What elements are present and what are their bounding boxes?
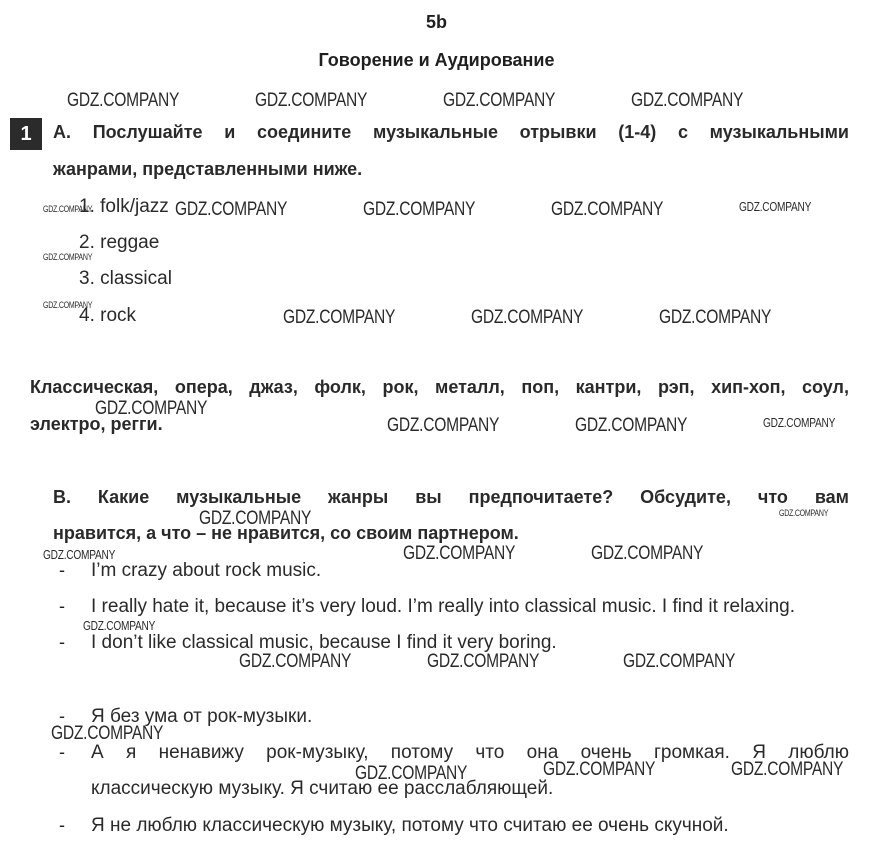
watermark: GDZ.COMPANY xyxy=(43,252,93,262)
task-b-instruction-line1: B. Какие музыкальные жанры вы предпочитаете? Обсудите, что вам xyxy=(53,487,849,507)
watermark: GDZ.COMPANY xyxy=(659,307,772,328)
watermark: GDZ.COMPANY xyxy=(443,90,556,111)
watermark: GDZ.COMPANY xyxy=(363,199,476,220)
watermark: GDZ.COMPANY xyxy=(543,759,656,780)
music-item-2: 2. reggae xyxy=(79,232,160,253)
watermark: GDZ.COMPANY xyxy=(427,651,540,672)
watermark: GDZ.COMPANY xyxy=(387,415,500,436)
watermark: GDZ.COMPANY xyxy=(83,618,156,633)
watermark: GDZ.COMPANY xyxy=(43,300,93,310)
watermark: GDZ.COMPANY xyxy=(591,543,704,564)
dialogue-en-2: I really hate it, because it’s very loud. I’m really into classical music. I find it relaxing. xyxy=(91,596,795,617)
watermark: GDZ.COMPANY xyxy=(175,199,288,220)
task-b-instruction-line2: нравится, а что – не нравится, со своим партнером. xyxy=(53,523,519,543)
watermark: GDZ.COMPANY xyxy=(95,398,208,419)
genres-list-line1: Классическая, опера, джаз, фолк, рок, металл, поп, кантри, рэп, хип-хоп, соул, xyxy=(30,377,849,397)
dash-marker: - xyxy=(59,596,65,616)
watermark: GDZ.COMPANY xyxy=(763,415,836,430)
watermark: GDZ.COMPANY xyxy=(239,651,352,672)
watermark: GDZ.COMPANY xyxy=(43,204,93,214)
watermark: GDZ.COMPANY xyxy=(575,415,688,436)
watermark: GDZ.COMPANY xyxy=(623,651,736,672)
watermark: GDZ.COMPANY xyxy=(67,90,180,111)
watermark: GDZ.COMPANY xyxy=(355,763,468,784)
music-item-3: 3. classical xyxy=(79,268,172,289)
task-a-instruction-line1: A. Послушайте и соедините музыкальные отрывки (1-4) с музыкальными xyxy=(53,122,849,142)
dialogue-ru-2-line1: А я ненавижу рок-музыку, потому что она очень громкая. Я люблю xyxy=(91,742,849,763)
watermark: GDZ.COMPANY xyxy=(631,90,744,111)
task-a-instruction-line2: жанрами, представленными ниже. xyxy=(53,159,363,179)
watermark: GDZ.COMPANY xyxy=(51,723,164,744)
exercise-number-badge: 1 xyxy=(10,118,42,150)
music-item-4: 4. rock xyxy=(79,305,137,326)
watermark: GDZ.COMPANY xyxy=(199,508,312,529)
dash-marker: - xyxy=(59,632,65,652)
dialogue-en-1: I’m crazy about rock music. xyxy=(91,560,322,581)
watermark: GDZ.COMPANY xyxy=(471,307,584,328)
watermark: GDZ.COMPANY xyxy=(43,547,116,562)
dialogue-en-3: I don’t like classical music, because I find it very boring. xyxy=(91,632,557,653)
watermark: GDZ.COMPANY xyxy=(283,307,396,328)
watermark: GDZ.COMPANY xyxy=(731,759,844,780)
dash-marker: - xyxy=(59,706,65,726)
watermark: GDZ.COMPANY xyxy=(403,543,516,564)
watermark: GDZ.COMPANY xyxy=(739,199,812,214)
section-subtitle: Говорение и Аудирование xyxy=(318,50,555,70)
section-number: 5b xyxy=(425,12,447,32)
watermark: GDZ.COMPANY xyxy=(551,199,664,220)
genres-list-line2: электро, регги. xyxy=(30,414,163,434)
dialogue-ru-2-line2: классическую музыку. Я считаю ее расслабляющей. xyxy=(91,778,554,799)
dash-marker: - xyxy=(59,560,65,580)
dialogue-ru-3: Я не люблю классическую музыку, потому что считаю ее очень скучной. xyxy=(91,815,729,836)
dash-marker: - xyxy=(59,742,65,762)
dialogue-ru-1: Я без ума от рок-музыки. xyxy=(91,706,313,727)
music-item-1: 1. folk/jazz xyxy=(79,196,169,217)
watermark: GDZ.COMPANY xyxy=(779,508,829,518)
dash-marker: - xyxy=(59,815,65,835)
watermark: GDZ.COMPANY xyxy=(255,90,368,111)
